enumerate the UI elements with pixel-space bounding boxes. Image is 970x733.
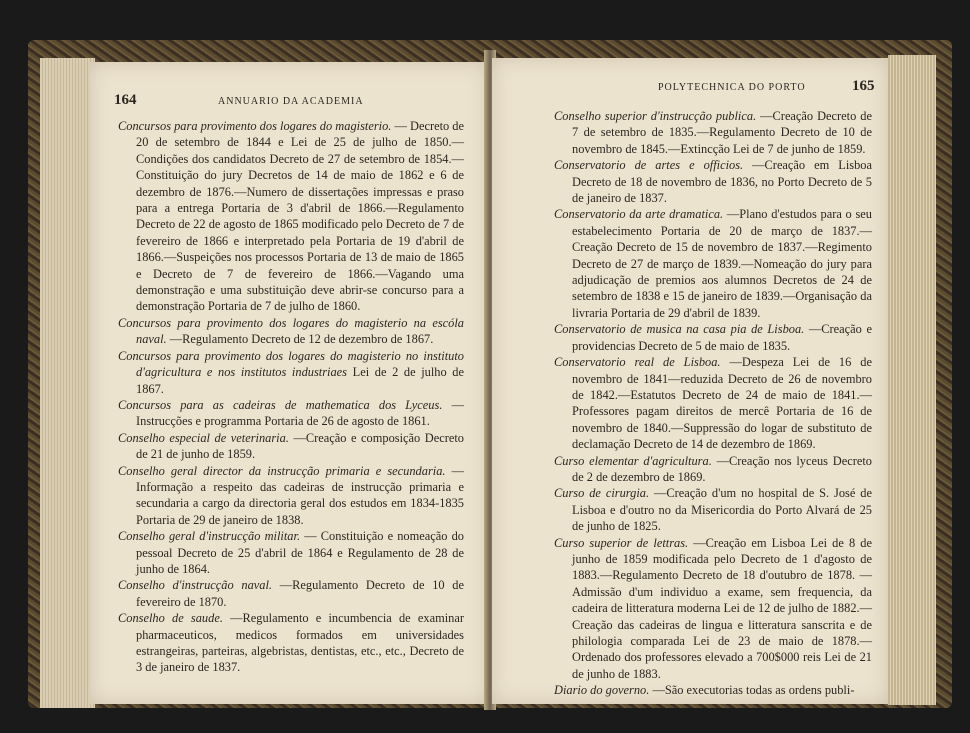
running-header: ANNUARIO DA ACADEMIA xyxy=(218,96,364,107)
index-entry: Curso de cirurgia. —Creação d'um no hospital de S. José de Lisboa e d'outro no da Misericordia do Porto Alvará de 25 de junho de 1825. xyxy=(554,486,872,534)
index-entry: Curso elementar d'agricultura. —Creação nos lyceus Decreto de 2 de dezembro de 1869. xyxy=(554,453,872,484)
index-entry: Concursos para provimento dos logares do magisterio. — Decreto de 20 de setembro de 1844 e Lei de 25 de julho de 1850.—Condições dos candidatos Decreto de 27 de setembro de 1854.—Constituição do jury Decretos de 14 de maio de 1862 e 6 de dezembro de 1876.—Numero de dissertações impressas e praso para a entrega Portaria de 3 d'abril de 1866.—Regulamento Decreto de 22 de agosto de 1865 modificado pelo Decreto de 7 de fevereiro de 1866 e interpretado pela Portaria de 19 d'abril de 1866.—Suspeições nos processos Portaria de 13 de maio de 1865 e Decreto de 7 de fevereiro de 1866.—Vagando uma demonstração e uma substituição deve abrir-se concurso para a demonstração Portaria de 7 de julho de 1860. xyxy=(118,119,465,314)
running-header: POLYTECHNICA DO PORTO xyxy=(658,82,806,93)
index-entry: Concursos para as cadeiras de mathematica dos Lyceus. — Instrucções e programma Portaria de 26 de agosto de 1861. xyxy=(118,397,464,429)
index-entry: Conservatorio de artes e officios. —Creação em Lisboa Decreto de 18 de novembro de 1836, no Porto Decreto de 5 de janeiro de 1837. xyxy=(554,158,872,206)
index-entry: Conservatorio de musica na casa pia de Lisboa. —Creação e providencias Decreto de 5 de maio de 1835. xyxy=(554,322,872,353)
index-entry: Conselho especial de veterinaria. —Creação e composição Decreto de 21 de junho de 1859. xyxy=(118,430,464,462)
right-page xyxy=(492,58,888,704)
page-number: 164 xyxy=(114,92,137,108)
index-entry: Conservatorio da arte dramatica. —Plano d'estudos para o seu estabelecimento Portaria de 20 de março de 1837.— Creação Decreto de 15 de novembro de 1837.—Regimento Decreto de 27 de março de 1839.—Nomeação do jury para adjudicação de premios aos alumnos Decretos de 24 de setembro de 1838 e 15 de janeiro de 1839.—Organisação da livraria Portaria de 29 d'abril de 1839. xyxy=(554,207,872,320)
index-entry: Conselho de saude. —Regulamento e incumbencia de examinar pharmaceuticos, medicos formados em universidades estrangeiras, parteiras, algebristas, dentistas, etc., etc., Decreto de 3 de janeiro de 1837. xyxy=(118,611,464,675)
page-number: 165 xyxy=(852,78,875,94)
index-entry: Conselho geral director da instrucção primaria e secundaria. —Informação a respeito das cadeiras de instrucção primaria e secundaria a cargo da directoria geral dos estudos em 1834-1835 Portaria de 29 de janeiro de 1838. xyxy=(118,463,464,527)
page-edges-right xyxy=(888,55,936,705)
page-body xyxy=(554,108,872,699)
index-entry: Conselho d'instrucção naval. —Regulamento Decreto de 10 de fevereiro de 1870. xyxy=(118,578,464,609)
page-body xyxy=(118,118,464,676)
index-entry: Conselho superior d'instrucção publica. —Creação Decreto de 7 de setembro de 1835.—Regulamento Decreto de 10 de novembro de 1845.—Extincção Lei de 7 de junho de 1859. xyxy=(554,109,872,156)
index-entry: Concursos para provimento dos logares do magisterio na escóla naval. —Regulamento Decreto de 12 de dezembro de 1867. xyxy=(118,315,464,347)
index-entry: Diario do governo. —São executorias todas as ordens publi- xyxy=(554,683,855,698)
index-entry: Curso superior de lettras. —Creação em Lisboa Lei de 8 de junho de 1859 modificada pelo Decreto de 1 d'agosto de 1883.—Regulamento Decreto de 18 d'outubro de 1878. —Admissão d'um individuo a exame, sem frequencia, da cadeira de litteratura moderna Lei de 12 de julho de 1882.—Creação das cadeiras de lingua e litteratura sanscrita e de philologia comparada Lei de 23 de maio de 1878.—Ordenado dos professores elevado a 700$000 reis Lei de 21 de junho de 1883. xyxy=(554,535,872,681)
left-page xyxy=(90,62,488,704)
index-entry: Concursos para provimento dos logares do magisterio no instituto d'agricultura e nos institutos industriaes Lei de 2 de julho de 1867. xyxy=(118,348,464,396)
index-entry: Conservatorio real de Lisboa. —Despeza Lei de 16 de novembro de 1841—reduzida Decreto de 26 de novembro de 1842.—Estatutos Decreto de 24 de maio de 1841.— Professores pagam direitos de mercê Portaria de 16 de novembro de 1840.—Suppressão do logar de substituto de declamação Decreto de 14 de dezembro de 1869. xyxy=(554,355,872,452)
page-edges-left xyxy=(40,58,95,708)
index-entry: Conselho geral d'instrucção militar. — Constituição e nomeação do pessoal Decreto de 25 d'abril de 1864 e Regulamento de 28 de junho de 1864. xyxy=(118,529,465,576)
